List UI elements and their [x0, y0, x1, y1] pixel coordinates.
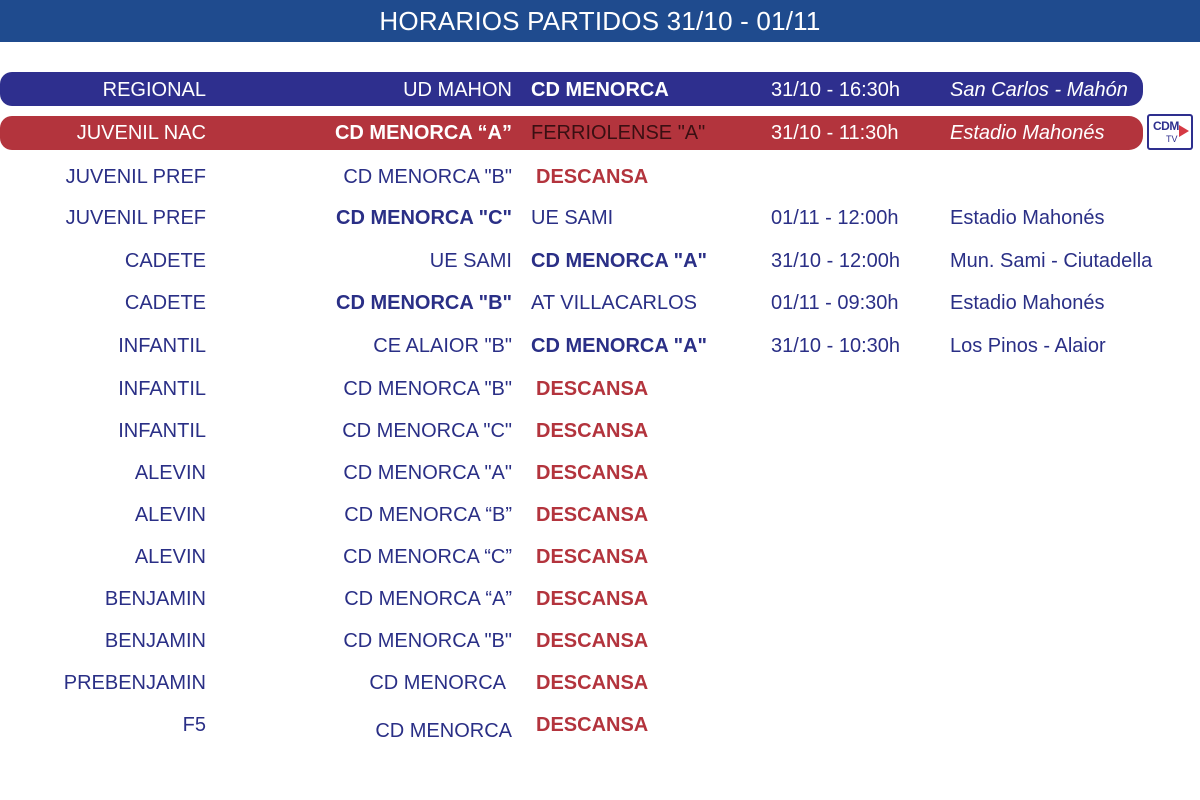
category-label: CADETE — [124, 292, 206, 314]
category-label: BENJAMIN — [104, 630, 206, 652]
match-row — [0, 498, 1200, 532]
home-team: CD MENORCA "C" — [336, 207, 512, 229]
match-row — [0, 456, 1200, 490]
home-team: CD MENORCA “A” — [344, 588, 512, 610]
category-label: INFANTIL — [118, 378, 206, 400]
home-team: CE ALAIOR "B" — [373, 335, 512, 357]
home-team: CD MENORCA — [375, 720, 512, 742]
category-label: ALEVIN — [134, 504, 206, 526]
home-team: CD MENORCA "A" — [343, 462, 512, 484]
away-team: CD MENORCA — [531, 79, 669, 101]
match-row — [0, 624, 1200, 658]
rest-label: DESCANSA — [536, 588, 649, 610]
match-row — [0, 73, 1200, 107]
page-title: HORARIOS PARTIDOS 31/10 - 01/11 — [0, 0, 1200, 42]
away-team: UE SAMI — [531, 207, 614, 229]
rest-label: DESCANSA — [536, 672, 649, 694]
home-team: CD MENORCA "B" — [343, 630, 512, 652]
match-time: 01/11 - 09:30h — [771, 292, 899, 314]
category-label: INFANTIL — [118, 420, 206, 442]
match-time: 01/11 - 12:00h — [771, 207, 899, 229]
play-icon — [1179, 125, 1189, 137]
match-venue: Estadio Mahonés — [950, 122, 1105, 144]
logo-text: CDM — [1153, 119, 1179, 133]
match-venue: Mun. Sami - Ciutadella — [950, 250, 1153, 272]
match-row — [0, 244, 1200, 278]
match-row — [0, 329, 1200, 363]
match-row — [0, 414, 1200, 448]
away-team: FERRIOLENSE "A" — [531, 122, 706, 144]
home-team: CD MENORCA “C” — [343, 546, 512, 568]
away-team: AT VILLACARLOS — [531, 292, 697, 314]
match-time: 31/10 - 12:00h — [771, 250, 900, 272]
home-team: CD MENORCA — [369, 672, 506, 694]
match-venue: Estadio Mahonés — [950, 292, 1105, 314]
rest-label: DESCANSA — [536, 166, 649, 188]
category-label: CADETE — [124, 250, 206, 272]
category-label: REGIONAL — [102, 79, 206, 101]
match-row — [0, 201, 1200, 235]
match-venue: Estadio Mahonés — [950, 207, 1105, 229]
home-team: CD MENORCA "B" — [343, 166, 512, 188]
match-row — [0, 582, 1200, 616]
category-label: PREBENJAMIN — [63, 672, 206, 694]
match-row — [0, 708, 1200, 742]
category-label: JUVENIL PREF — [65, 207, 206, 229]
rest-label: DESCANSA — [536, 504, 649, 526]
category-label: F5 — [182, 714, 206, 736]
home-team: CD MENORCA “B” — [344, 504, 512, 526]
match-row — [0, 286, 1200, 320]
rest-label: DESCANSA — [536, 714, 649, 736]
match-row — [0, 372, 1200, 406]
match-row — [0, 666, 1200, 700]
home-team: CD MENORCA "B" — [343, 378, 512, 400]
home-team: CD MENORCA "B" — [336, 292, 512, 314]
home-team: UE SAMI — [429, 250, 512, 272]
rest-label: DESCANSA — [536, 378, 649, 400]
category-label: JUVENIL PREF — [65, 166, 206, 188]
home-team: CD MENORCA "C" — [342, 420, 512, 442]
category-label: ALEVIN — [134, 546, 206, 568]
away-team: CD MENORCA "A" — [531, 335, 707, 357]
match-row — [0, 540, 1200, 574]
match-row — [0, 160, 1200, 194]
rest-label: DESCANSA — [536, 546, 649, 568]
rest-label: DESCANSA — [536, 462, 649, 484]
match-time: 31/10 - 11:30h — [771, 122, 899, 144]
category-label: JUVENIL NAC — [76, 122, 206, 144]
home-team: CD MENORCA “A” — [334, 122, 512, 144]
match-venue: San Carlos - Mahón — [950, 79, 1128, 101]
match-venue: Los Pinos - Alaior — [950, 335, 1106, 357]
home-team: UD MAHON — [403, 79, 512, 101]
category-label: BENJAMIN — [104, 588, 206, 610]
logo-subtext: TV — [1166, 134, 1178, 144]
category-label: INFANTIL — [118, 335, 206, 357]
match-row — [0, 116, 1200, 150]
match-time: 31/10 - 16:30h — [771, 79, 900, 101]
rest-label: DESCANSA — [536, 630, 649, 652]
category-label: ALEVIN — [134, 462, 206, 484]
cdm-tv-logo-icon[interactable] — [1147, 114, 1193, 150]
rest-label: DESCANSA — [536, 420, 649, 442]
away-team: CD MENORCA "A" — [531, 250, 707, 272]
match-time: 31/10 - 10:30h — [771, 335, 900, 357]
